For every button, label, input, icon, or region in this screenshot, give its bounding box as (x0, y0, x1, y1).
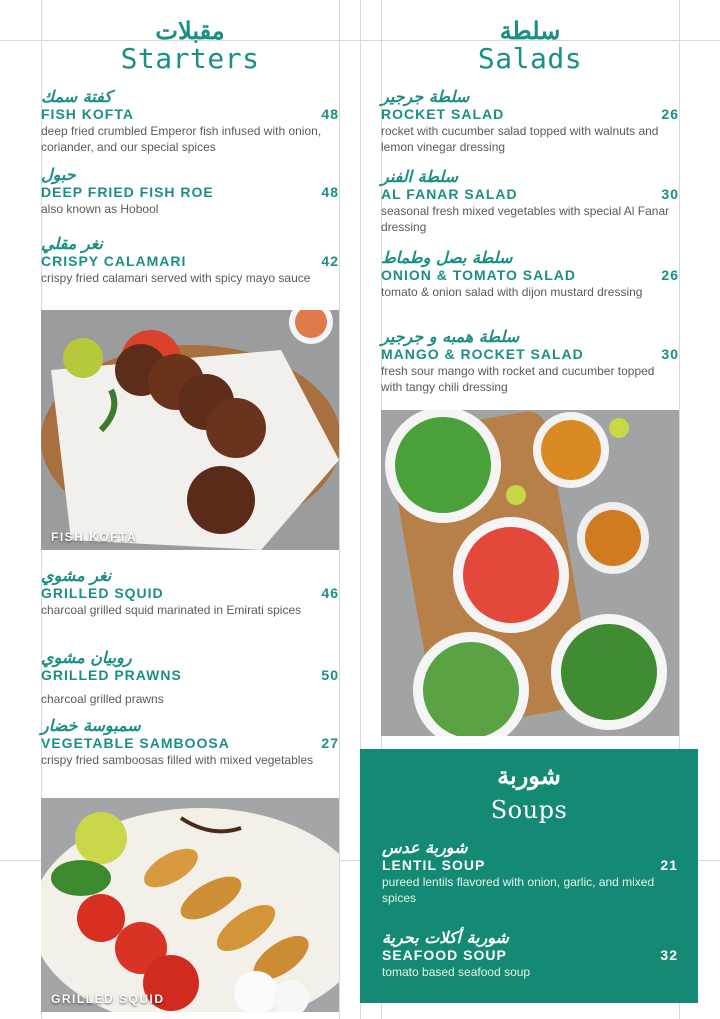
item-description: crispy fried calamari served with spicy mayo sauce (41, 271, 311, 285)
item-name: GRILLED SQUID (41, 585, 164, 601)
item-price: 30 (661, 346, 679, 362)
fish-kofta-photo (41, 310, 339, 550)
menu-item-grilled-prawns (41, 649, 339, 707)
item-name-ar: سلطة جرجير (381, 87, 470, 106)
salads-title-ar: سلطة (499, 16, 561, 45)
salads-photo (381, 410, 679, 736)
item-price: 26 (661, 106, 679, 122)
menu-item-vegetable-samboosa (41, 717, 339, 768)
item-price: 42 (321, 253, 339, 269)
item-name-ar: شوربة عدس (382, 838, 468, 857)
item-price: 26 (661, 267, 679, 283)
menu-item-lentil-soup (382, 839, 678, 906)
item-description: pureed lentils flavored with onion, garlic, and mixed spices (382, 875, 655, 905)
menu-item-fish-roe (41, 166, 339, 217)
item-name-ar: كفتة سمك (41, 87, 112, 106)
soups-title-ar: شوربة (497, 761, 561, 790)
item-name-ar: نغر مقلي (41, 234, 103, 253)
soups-header (360, 763, 698, 825)
fish-kofta-image (41, 310, 339, 550)
soups-section (360, 749, 698, 1003)
item-description: charcoal grilled squid marinated in Emirati spices (41, 603, 302, 617)
item-name-ar: سمبوسة خضار (41, 716, 141, 735)
starters-title: Starters (120, 42, 260, 75)
menu-item-crispy-calamari (41, 235, 339, 286)
salads-header (381, 18, 679, 74)
soups-title: Soups (490, 796, 568, 824)
item-name: CRISPY CALAMARI (41, 253, 187, 269)
item-name: LENTIL SOUP (382, 857, 486, 873)
item-name: SEAFOOD SOUP (382, 947, 507, 963)
menu-item-mango-rocket-salad (381, 328, 679, 395)
item-name: GRILLED PRAWNS (41, 667, 182, 683)
starters-title-ar: مقبلات (155, 16, 225, 45)
item-description: rocket with cucumber salad topped with walnuts and lemon vinegar dressing (381, 124, 659, 154)
item-name: DEEP FRIED FISH ROE (41, 184, 214, 200)
grilled-squid-photo (41, 798, 339, 1012)
menu-item-rocket-salad (381, 88, 679, 155)
item-price: 27 (321, 735, 339, 751)
menu-item-fish-kofta (41, 88, 339, 155)
item-price: 46 (321, 585, 339, 601)
photo-caption: FISH KOFTA (51, 530, 138, 544)
item-name: VEGETABLE SAMBOOSA (41, 735, 230, 751)
item-description: seasonal fresh mixed vegetables with special Al Fanar dressing (381, 204, 670, 234)
item-description: also known as Hobool (41, 202, 159, 216)
salads-image (381, 410, 679, 736)
item-description: fresh sour mango with rocket and cucumber topped with tangy chili dressing (381, 364, 655, 394)
starters-header (41, 18, 339, 74)
item-price: 48 (321, 184, 339, 200)
menu-item-al-fanar-salad (381, 168, 679, 235)
menu-item-grilled-squid (41, 567, 339, 618)
salads-title: Salads (477, 42, 583, 75)
item-description: deep fried crumbled Emperor fish infused with onion, coriander, and our special spices (41, 124, 322, 154)
item-price: 48 (321, 106, 339, 122)
photo-caption: GRILLED SQUID (51, 992, 165, 1006)
item-name-ar: سلطة بصل وطماط (381, 248, 513, 267)
item-price: 21 (660, 857, 678, 873)
item-description: charcoal grilled prawns (41, 692, 164, 706)
item-name-ar: سلطة الفنر (381, 167, 459, 186)
item-name: FISH KOFTA (41, 106, 134, 122)
item-name: MANGO & ROCKET SALAD (381, 346, 584, 362)
guide-line (339, 0, 340, 1019)
item-description: crispy fried samboosas filled with mixed vegetables (41, 753, 314, 767)
item-price: 50 (321, 667, 339, 683)
menu-item-onion-tomato-salad (381, 249, 679, 300)
item-name-ar: سلطة همبه و جرجير (381, 327, 520, 346)
item-name: ONION & TOMATO SALAD (381, 267, 576, 283)
item-price: 32 (660, 947, 678, 963)
item-price: 30 (661, 186, 679, 202)
item-name: AL FANAR SALAD (381, 186, 518, 202)
item-name-ar: روبيان مشوي (41, 648, 132, 667)
item-description: tomato based seafood soup (382, 965, 531, 979)
grilled-squid-image (41, 798, 339, 1012)
item-name-ar: نغر مشوي (41, 566, 112, 585)
item-name-ar: حبول (41, 165, 76, 184)
item-name-ar: شوربة أكلات بحرية (382, 928, 509, 947)
item-name: ROCKET SALAD (381, 106, 505, 122)
item-description: tomato & onion salad with dijon mustard dressing (381, 285, 643, 299)
menu-item-seafood-soup (382, 929, 678, 980)
